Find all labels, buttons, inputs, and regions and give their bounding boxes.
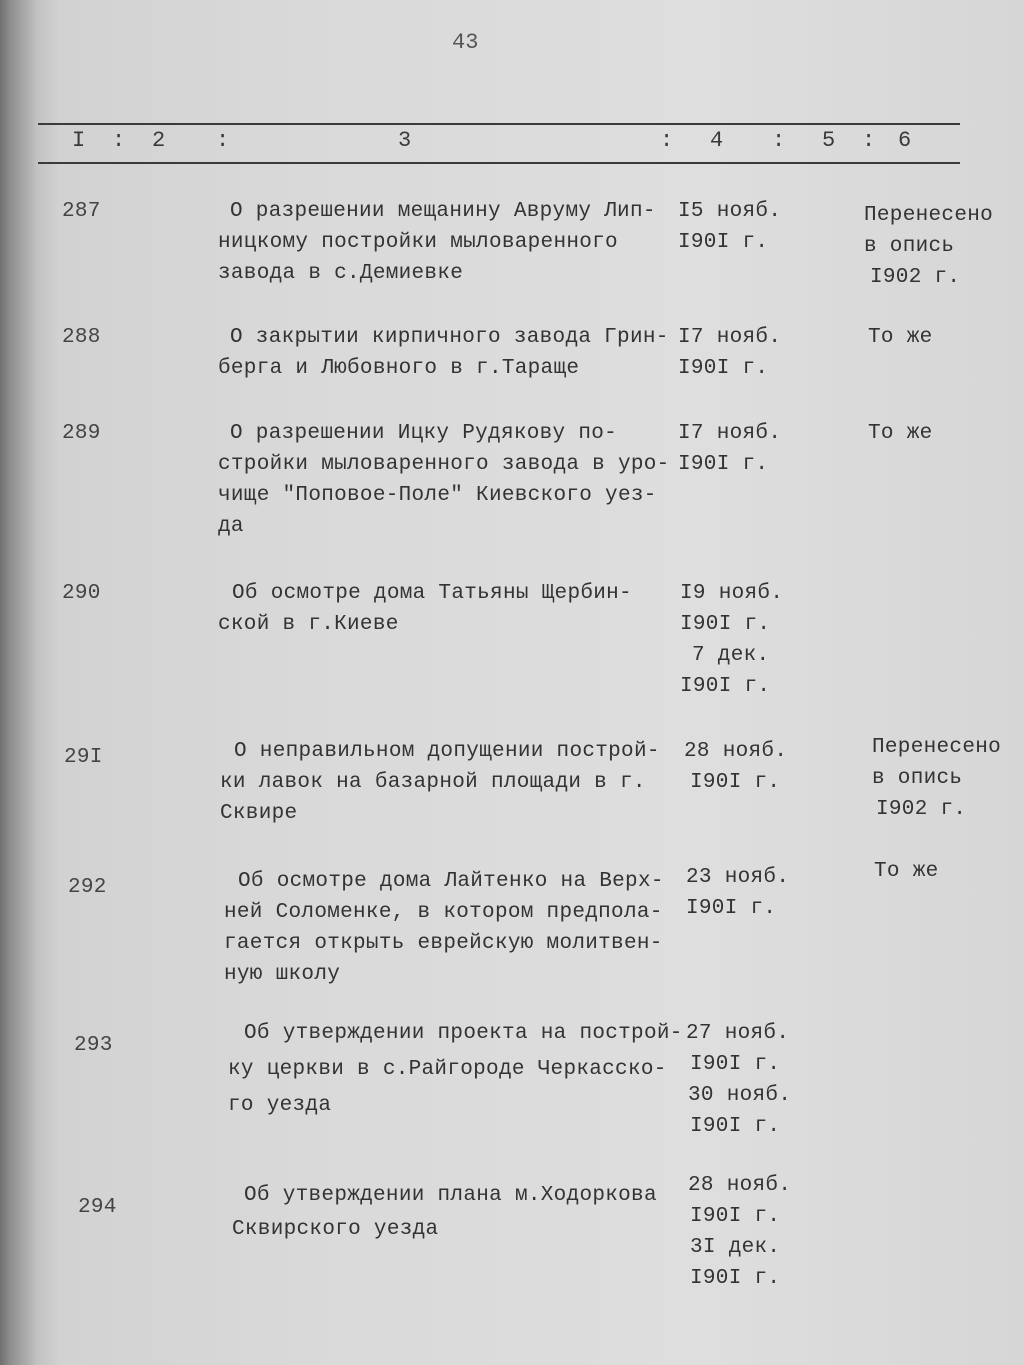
entry-text-line: Об осмотре дома Лайтенко на Верх- [238, 870, 664, 893]
entry-text-line: го уезда [228, 1094, 332, 1117]
entry-note: в опись [872, 767, 963, 790]
column-header-3: 3 [398, 128, 412, 153]
entry-date: 3I дек. [690, 1236, 781, 1259]
entry-date: 30 нояб. [688, 1084, 792, 1107]
entry-date: 7 дек. [692, 644, 770, 667]
entry-date: I90I г. [678, 453, 769, 476]
entry-date: I90I г. [680, 675, 771, 698]
entry-number: 294 [78, 1196, 117, 1219]
column-separator: : [660, 128, 674, 153]
entry-date: 27 нояб. [686, 1022, 790, 1045]
entry-note: То же [868, 422, 933, 445]
column-header-2: 2 [152, 128, 166, 153]
entry-text-line: стройки мыловаренного завода в уро- [218, 453, 670, 476]
entry-number: 29I [64, 746, 103, 769]
column-separator: : [216, 128, 230, 153]
entry-text-line: ки лавок на базарной площади в г. [220, 771, 646, 794]
column-separator: : [772, 128, 786, 153]
entry-date: 23 нояб. [686, 866, 790, 889]
entry-date: I90I г. [690, 1115, 781, 1138]
entry-text-line: Об осмотре дома Татьяны Щербин- [232, 582, 632, 605]
entry-note: I902 г. [870, 266, 961, 289]
header-rule-bottom [38, 162, 960, 164]
entry-text-line: Об утверждении плана м.Ходоркова [244, 1184, 657, 1207]
entry-text-line: берга и Любовного в г.Тараще [218, 357, 580, 380]
entry-date: I90I г. [680, 613, 771, 636]
entry-date: I7 нояб. [678, 422, 782, 445]
entry-number: 290 [62, 582, 101, 605]
entry-text-line: ную школу [224, 963, 341, 986]
entry-text-line: завода в с.Демиевке [218, 262, 464, 285]
entry-text-line: ней Соломенке, в котором предпола- [224, 901, 663, 924]
entry-text-line: О разрешении Ицку Рудякову по- [230, 422, 618, 445]
entry-note: I902 г. [876, 798, 967, 821]
entry-number: 293 [74, 1034, 113, 1057]
book-spine-shadow [0, 0, 36, 1365]
column-header-6: 6 [898, 128, 912, 153]
column-header-5: 5 [822, 128, 836, 153]
entry-date: I5 нояб. [678, 200, 782, 223]
entry-date: I90I г. [690, 1267, 781, 1290]
entry-note: в опись [864, 235, 955, 258]
entry-text-line: ку церкви в с.Райгороде Черкасско- [228, 1058, 667, 1081]
entry-text-line: О разрешении мещанину Авруму Лип- [230, 200, 656, 223]
entry-note: Перенесено [872, 736, 1002, 759]
column-separator: : [862, 128, 876, 153]
entry-text-line: ницкому постройки мыловаренного [218, 231, 618, 254]
entry-text-line: О закрытии кирпичного завода Грин- [230, 326, 669, 349]
column-separator: : [112, 128, 126, 153]
entry-date: I90I г. [690, 1205, 781, 1228]
entry-number: 288 [62, 326, 101, 349]
column-header-1: I [72, 128, 86, 153]
entry-date: I7 нояб. [678, 326, 782, 349]
entry-date: 28 нояб. [684, 740, 788, 763]
page-number: 43 [452, 30, 479, 55]
entry-text-line: Об утверждении проекта на построй- [244, 1022, 683, 1045]
entry-text-line: да [218, 515, 244, 538]
entry-date: I90I г. [678, 357, 769, 380]
entry-date: I9 нояб. [680, 582, 784, 605]
entry-date: I90I г. [690, 771, 781, 794]
entry-date: I90I г. [690, 1053, 781, 1076]
entry-text-line: гается открыть еврейскую молитвен- [224, 932, 663, 955]
header-rule-top [38, 123, 960, 125]
entry-text-line: О неправильном допущении построй- [234, 740, 660, 763]
entry-date: I90I г. [678, 231, 769, 254]
entry-note: Перенесено [864, 204, 994, 227]
entry-note: То же [874, 860, 939, 883]
entry-number: 287 [62, 200, 101, 223]
entry-number: 289 [62, 422, 101, 445]
entry-number: 292 [68, 876, 107, 899]
entry-note: То же [868, 326, 933, 349]
entry-text-line: ской в г.Киеве [218, 613, 399, 636]
entry-date: 28 нояб. [688, 1174, 792, 1197]
entry-text-line: Сквире [220, 802, 298, 825]
entry-text-line: Сквирского уезда [232, 1218, 439, 1241]
entry-text-line: чище "Поповое-Поле" Киевского уез- [218, 484, 657, 507]
entry-date: I90I г. [686, 897, 777, 920]
column-header-4: 4 [710, 128, 724, 153]
